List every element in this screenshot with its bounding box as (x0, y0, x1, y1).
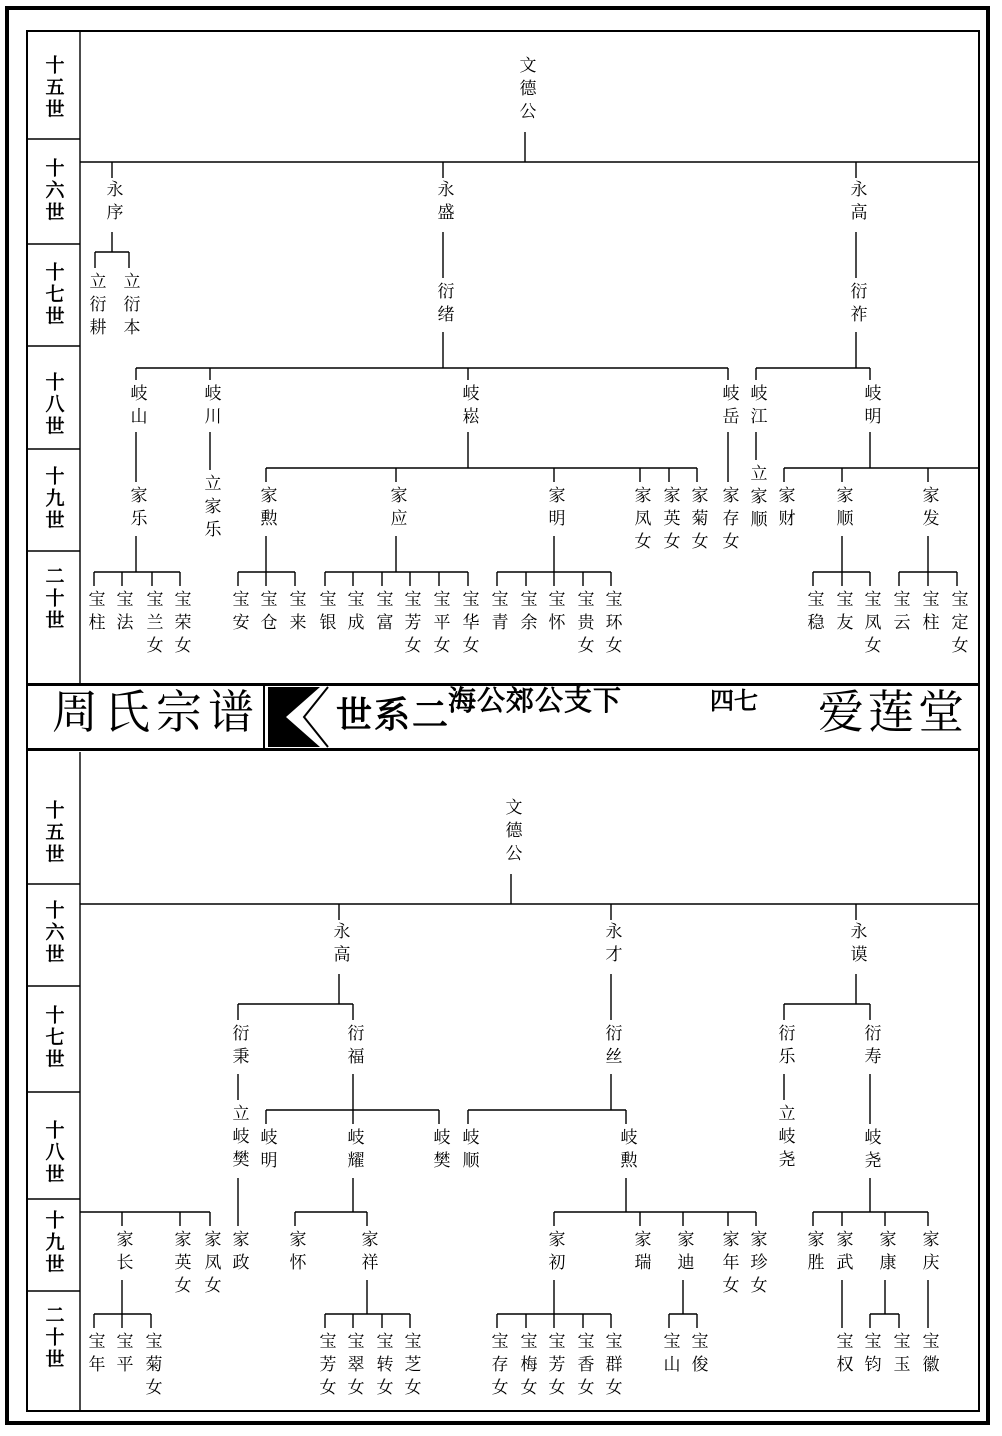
person-name: 岐耀 (343, 1128, 364, 1174)
person-name: 家发 (918, 486, 939, 532)
gen-label: 十七世 (42, 1005, 65, 1071)
person-name: 岐顺 (458, 1128, 479, 1174)
person-name: 家顺 (832, 486, 853, 532)
person-name: 衍寿 (860, 1024, 881, 1070)
person-name: 家英女 (170, 1230, 191, 1299)
person-name: 宝山 (659, 1332, 680, 1378)
person-name: 宝年 (84, 1332, 105, 1378)
person-name: 宝法 (112, 590, 133, 636)
person-name: 宝翠女 (343, 1332, 364, 1401)
person-name: 宝转女 (372, 1332, 393, 1401)
person-name: 宝华女 (458, 590, 479, 659)
person-name: 家政 (228, 1230, 249, 1276)
person-name: 宝定女 (947, 590, 968, 659)
person-name: 宝俊 (687, 1332, 708, 1378)
person-name: 永序 (102, 180, 123, 226)
person-name: 立岐樊 (228, 1104, 249, 1173)
person-name: 家祥 (357, 1230, 378, 1276)
gen-label: 十五世 (42, 800, 65, 866)
person-name: 宝芳女 (544, 1332, 565, 1401)
person-name: 文德公 (515, 56, 536, 125)
person-name: 宝芝女 (400, 1332, 421, 1401)
person-name: 家长 (112, 1230, 133, 1276)
person-name: 宝贵女 (573, 590, 594, 659)
person-name: 岐尧 (860, 1128, 881, 1174)
person-name: 永高 (329, 922, 350, 968)
person-name: 家明 (544, 486, 565, 532)
person-name: 家庆 (918, 1230, 939, 1276)
person-name: 衍丝 (601, 1024, 622, 1070)
person-name: 宝富 (372, 590, 393, 636)
book-title: 周氏宗谱 (52, 685, 260, 739)
person-name: 宝环女 (601, 590, 622, 659)
person-name: 岐明 (256, 1128, 277, 1174)
person-name: 岐崧 (458, 384, 479, 430)
person-name: 立家乐 (200, 474, 221, 543)
gen-label: 十七世 (42, 262, 65, 328)
person-name: 宝群女 (601, 1332, 622, 1401)
person-name: 岐樊 (429, 1128, 450, 1174)
person-name: 家勲 (256, 486, 277, 532)
person-name: 岐山 (126, 384, 147, 430)
title-band (28, 683, 978, 751)
person-name: 家胜 (803, 1230, 824, 1276)
page-number: 四七 (710, 686, 758, 715)
person-name: 立衍本 (119, 272, 140, 341)
person-name: 宝友 (832, 590, 853, 636)
gen-label: 十六世 (42, 158, 65, 224)
branch-label: 海公郊公支下 (448, 684, 623, 717)
person-name: 岐岳 (718, 384, 739, 430)
person-name: 宝稳 (803, 590, 824, 636)
person-name: 家存女 (718, 486, 739, 555)
person-name: 宝钧 (860, 1332, 881, 1378)
hall-name: 爱莲堂 (818, 685, 968, 739)
person-name: 宝徽 (918, 1332, 939, 1378)
person-name: 家迪 (673, 1230, 694, 1276)
person-name: 宝菊女 (141, 1332, 162, 1401)
person-name: 宝平 (112, 1332, 133, 1378)
person-name: 岐明 (860, 384, 881, 430)
person-name: 文德公 (501, 798, 522, 867)
person-name: 衍绪 (433, 282, 454, 328)
gen-label: 二十世 (42, 566, 65, 632)
person-name: 宝仓 (256, 590, 277, 636)
person-name: 永才 (601, 922, 622, 968)
person-name: 宝梅女 (516, 1332, 537, 1401)
person-name: 衍祚 (846, 282, 867, 328)
person-name: 宝荣女 (170, 590, 191, 659)
person-name: 立岐尧 (774, 1104, 795, 1173)
person-name: 家武 (832, 1230, 853, 1276)
person-name: 立衍耕 (85, 272, 106, 341)
gen-label: 十五世 (42, 55, 65, 121)
person-name: 家乐 (126, 486, 147, 532)
person-name: 宝平女 (429, 590, 450, 659)
person-name: 宝柱 (918, 590, 939, 636)
person-name: 衍福 (343, 1024, 364, 1070)
gen-label: 十八世 (42, 372, 65, 438)
person-name: 家英女 (659, 486, 680, 555)
person-name: 宝余 (516, 590, 537, 636)
person-name: 宝银 (315, 590, 336, 636)
person-name: 宝青 (487, 590, 508, 636)
gen-label: 十九世 (42, 1210, 65, 1276)
person-name: 家怀 (285, 1230, 306, 1276)
person-name: 宝柱 (84, 590, 105, 636)
person-name: 衍秉 (228, 1024, 249, 1070)
gen-label: 十六世 (42, 900, 65, 966)
person-name: 宝芳女 (315, 1332, 336, 1401)
person-name: 永高 (846, 180, 867, 226)
person-name: 立家顺 (746, 464, 767, 533)
person-name: 家凤女 (200, 1230, 221, 1299)
gen-label: 十九世 (42, 466, 65, 532)
person-name: 宝怀 (544, 590, 565, 636)
person-name: 家菊女 (687, 486, 708, 555)
person-name: 宝云 (889, 590, 910, 636)
person-name: 宝香女 (573, 1332, 594, 1401)
person-name: 家凤女 (630, 486, 651, 555)
person-name: 家应 (386, 486, 407, 532)
person-name: 宝存女 (487, 1332, 508, 1401)
person-name: 宝来 (285, 590, 306, 636)
person-name: 家初 (544, 1230, 565, 1276)
chevron-mark-icon (268, 687, 320, 747)
person-name: 宝成 (343, 590, 364, 636)
person-name: 家珍女 (746, 1230, 767, 1299)
section-label: 世系二 (336, 694, 451, 736)
person-name: 家财 (774, 486, 795, 532)
gen-label: 十八世 (42, 1120, 65, 1186)
person-name: 宝芳女 (400, 590, 421, 659)
person-name: 岐川 (200, 384, 221, 430)
person-name: 宝凤女 (860, 590, 881, 659)
person-name: 岐勲 (616, 1128, 637, 1174)
person-name: 永谟 (846, 922, 867, 968)
person-name: 家瑞 (630, 1230, 651, 1276)
person-name: 衍乐 (774, 1024, 795, 1070)
person-name: 永盛 (433, 180, 454, 226)
person-name: 宝兰女 (142, 590, 163, 659)
person-name: 家年女 (718, 1230, 739, 1299)
person-name: 宝权 (832, 1332, 853, 1378)
gen-label: 二十世 (42, 1305, 65, 1371)
person-name: 宝玉 (889, 1332, 910, 1378)
person-name: 宝安 (228, 590, 249, 636)
person-name: 家康 (875, 1230, 896, 1276)
person-name: 岐江 (746, 384, 767, 430)
